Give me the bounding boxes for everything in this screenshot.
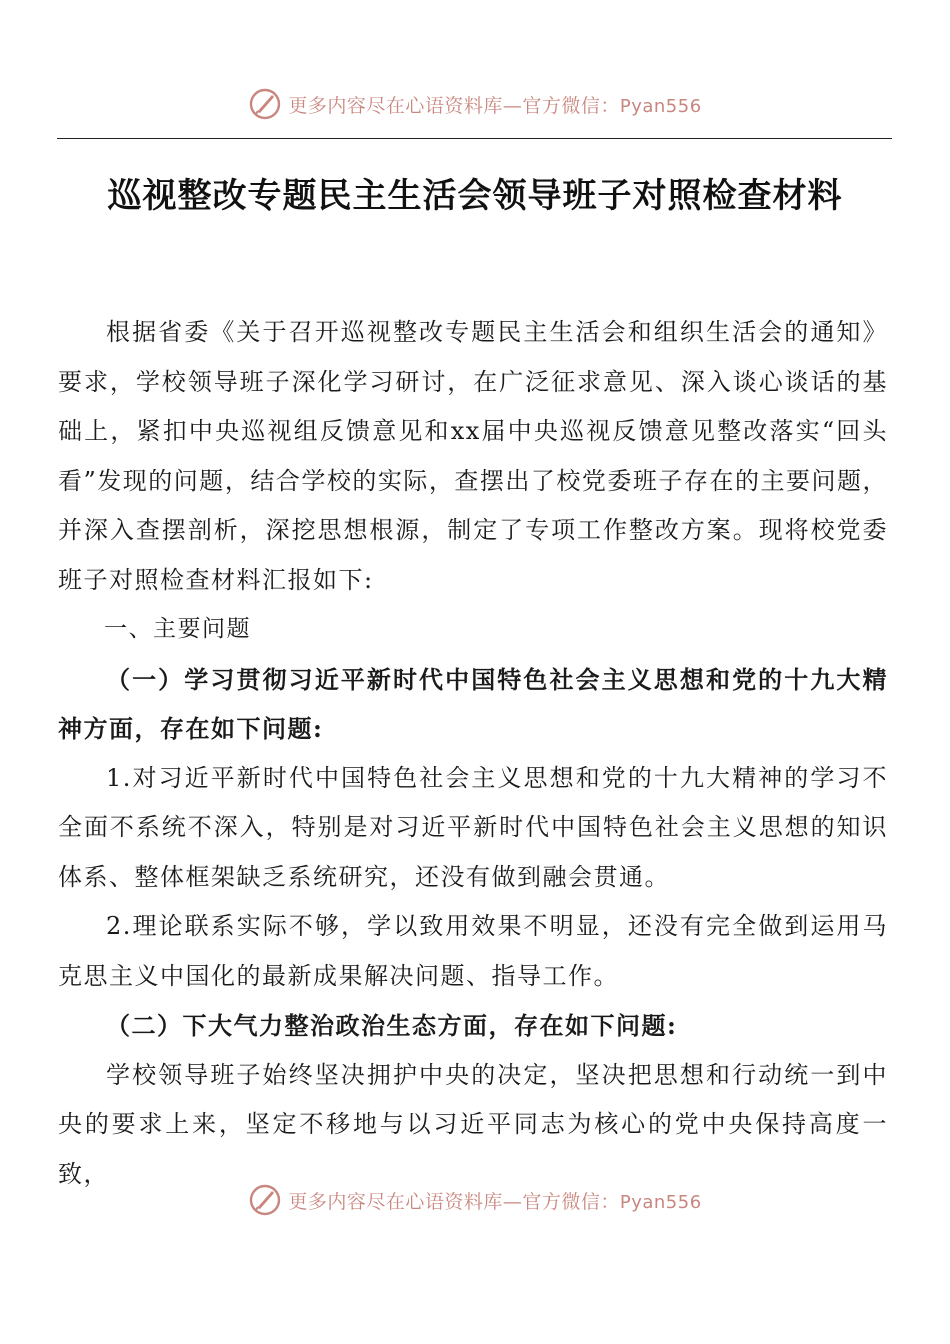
watermark-text-bottom: [288, 1187, 701, 1214]
body-paragraph: 学校领导班子始终坚决拥护中央的决定，坚决把思想和行动统一到中央的要求上来，坚定不移地与以习近平同志为核心的党中央保持高度一致，: [58, 1060, 888, 1188]
intro-paragraph: 根据省委《关于召开巡视整改专题民主生活会和组织生活会的通知》要求，学校领导班子深化学习研讨，在广泛征求意见、深入谈心谈话的基础上，紧扣中央巡视组反馈意见和xx届中央巡视反馈意见整改落实“回头看”发现的问题，结合学校的实际，查摆出了校党委班子存在的主要问题，并深入查摆剖析，深挖思想根源，制定了专项工作整改方案。现将校党委班子对照检查材料汇报如下:: [58, 318, 888, 594]
subsection-heading-2-text: （二）下大气力整治政治生态方面，存在如下问题:: [106, 1011, 678, 1040]
watermark-label-bottom: 更多内容尽在心语资料库—官方微信：: [288, 1190, 620, 1213]
list-item-2: 2.理论联系实际不够，学以致用效果不明显，还没有完全做到运用马克思主义中国化的最新成果解决问题、指导工作。: [58, 912, 888, 990]
quill-logo-icon: [248, 1183, 282, 1217]
header-divider: [57, 138, 892, 139]
watermark-banner-top: [0, 84, 950, 124]
list-item-1: 1.对习近平新时代中国特色社会主义思想和党的十九大精神的学习不全面不系统不深入，特别是对习近平新时代中国特色社会主义思想的知识体系、整体框架缺乏系统研究，还没有做到融会贯通。: [58, 763, 888, 891]
document-body: [58, 308, 888, 1199]
document-title: 巡视整改专题民主生活会领导班子对照检查材料: [107, 176, 843, 216]
quill-logo-icon: [248, 87, 282, 121]
section-heading: 一、主要问题: [104, 616, 251, 642]
subsection-heading-2: [58, 1001, 888, 1051]
watermark-label: 更多内容尽在心语资料库—官方微信：: [288, 94, 620, 117]
watermark-handle-bottom: Pyan556: [619, 1191, 702, 1213]
subsection-heading-1-text: （一）学习贯彻习近平新时代中国特色社会主义思想和党的十九大精神方面，存在如下问题:: [58, 664, 888, 743]
watermark-handle: Pyan556: [619, 95, 702, 117]
watermark-banner-bottom: [0, 1180, 950, 1220]
watermark-text: [288, 91, 701, 118]
subsection-heading-1: [58, 655, 888, 754]
